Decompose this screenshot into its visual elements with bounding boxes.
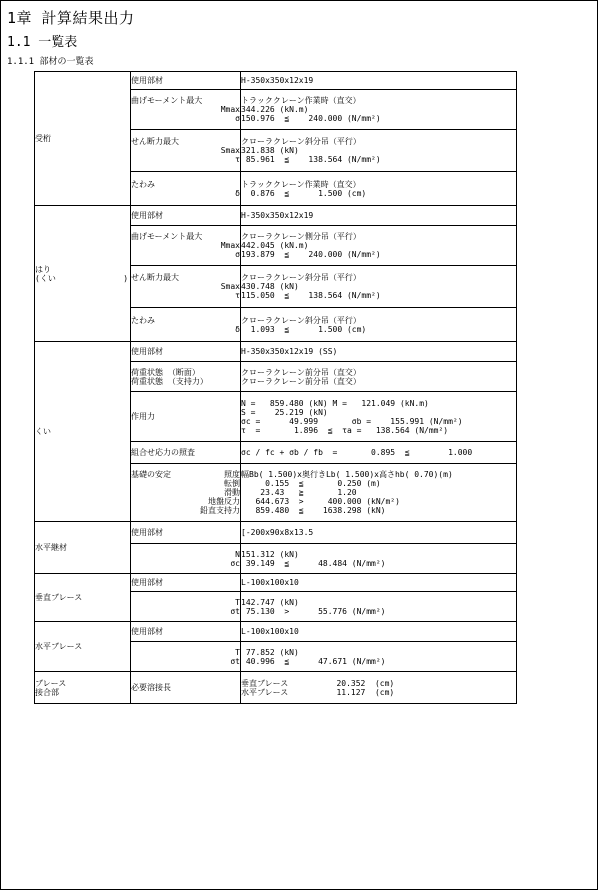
value-line: 150.976 ≦ 240.000 (N/mm²) bbox=[241, 114, 381, 123]
load-case: クローラクレーン斜分吊（平行） bbox=[241, 137, 361, 146]
sub-label: 照度 bbox=[224, 470, 240, 479]
row-label: 曲げモーメント最大 bbox=[131, 96, 203, 105]
symbol: σt bbox=[230, 606, 240, 616]
symbol: τ bbox=[235, 291, 240, 300]
value-line: τ = 1.896 ≦ τa = 138.564 (N/mm²) bbox=[241, 425, 449, 435]
value-line: 859.480 ≦ 1638.298 (kN) bbox=[241, 506, 386, 515]
table-row bbox=[35, 574, 517, 592]
load-case: トラッククレーン作業時（直交） bbox=[241, 179, 361, 189]
row-label: 曲げモーメント最大 bbox=[131, 232, 203, 241]
value-line: 151.312 (kN) bbox=[241, 549, 299, 559]
row-label: 使用部材 bbox=[131, 342, 241, 362]
load-case: クローラクレーン斜分吊（平行） bbox=[241, 315, 361, 325]
category-brace-joint-sub: 接合部 bbox=[35, 687, 59, 697]
subsection-title: 1.1.1 部材の一覧表 bbox=[7, 57, 94, 67]
row-label: たわみ bbox=[131, 315, 155, 325]
value-line: 23.43 ≧ 1.20 bbox=[241, 488, 357, 497]
row-label: 必要溶接長 bbox=[131, 672, 241, 704]
row-label: 基礎の安定 bbox=[131, 470, 171, 479]
value-line: 0.155 ≦ 0.250 (m) bbox=[241, 479, 381, 488]
value-line: 77.852 (kN) bbox=[241, 647, 299, 657]
value-line: 193.879 ≦ 240.000 (N/mm²) bbox=[241, 250, 381, 259]
member-value: H-350x350x12x19 (SS) bbox=[241, 342, 517, 362]
row-label: 使用部材 bbox=[131, 72, 241, 90]
value-line: 85.961 ≦ 138.564 (N/mm²) bbox=[241, 155, 381, 164]
section-title: 1.1 一覧表 bbox=[7, 35, 78, 50]
category-beam: はり bbox=[35, 264, 51, 274]
load-case: クローラクレーン前分吊（直交） bbox=[241, 376, 361, 386]
symbol: Smax bbox=[220, 282, 240, 291]
value-line: 430.748 (kN) bbox=[241, 282, 299, 291]
value-line: 442.045 (kN.m) bbox=[241, 241, 309, 250]
row-label: 組合せ応力の照査 bbox=[131, 442, 241, 464]
chapter-title: 1章 計算結果出力 bbox=[7, 9, 135, 27]
member-value: L-100x100x10 bbox=[241, 574, 517, 592]
row-label: 使用部材 bbox=[131, 622, 241, 642]
value-line: 644.673 > 400.000 (kN/m²) bbox=[241, 497, 400, 506]
member-value: H-350x350x12x19 bbox=[241, 72, 517, 90]
table-row bbox=[35, 206, 517, 226]
value-line: 344.226 (kN.m) bbox=[241, 105, 309, 114]
value-line: N = 859.480 (kN) M = 121.049 (kN.m) bbox=[241, 398, 429, 408]
value-line: 142.747 (kN) bbox=[241, 597, 299, 607]
value-line: σc = 49.999 σb = 155.991 (N/mm²) bbox=[241, 416, 463, 426]
sub-label: 転倒 bbox=[224, 479, 240, 488]
row-label: 荷重状態 （支持力） bbox=[131, 376, 208, 386]
value-line: 幅Bb( 1.500)x奥行きLb( 1.500)x高さhb( 0.70)(m) bbox=[241, 470, 453, 479]
category-girder: 受桁 bbox=[35, 72, 131, 206]
symbol: σc bbox=[230, 558, 240, 568]
category-brace-joint: ブレース bbox=[35, 678, 67, 688]
symbol: T bbox=[235, 647, 240, 657]
load-case: トラッククレーン作業時（直交） bbox=[241, 96, 361, 105]
symbol: Mmax bbox=[220, 241, 240, 250]
sub-label: 鉛直支持力 bbox=[200, 506, 240, 515]
symbol: τ bbox=[235, 155, 240, 164]
symbol: Smax bbox=[220, 146, 240, 155]
value-line: S = 25.219 (kN) bbox=[241, 407, 328, 417]
category-horizontal-brace: 水平ブレース bbox=[35, 622, 131, 672]
row-label: 作用力 bbox=[131, 392, 241, 442]
symbol: δ bbox=[235, 188, 240, 198]
symbol: σt bbox=[230, 656, 240, 666]
category-horizontal-tie: 水平継材 bbox=[35, 522, 131, 574]
symbol: δ bbox=[235, 324, 240, 334]
value-line: 水平ブレース 11.127 (cm) bbox=[241, 687, 395, 697]
value-line: 垂直ブレース 20.352 (cm) bbox=[241, 678, 395, 688]
value-line: 40.996 ≦ 47.671 (N/mm²) bbox=[241, 656, 386, 666]
value-line: 39.149 ≦ 48.484 (N/mm²) bbox=[241, 558, 386, 568]
category-pile: くい bbox=[35, 342, 131, 522]
value-line: σc / fc + σb / fb = 0.895 ≦ 1.000 bbox=[241, 448, 473, 457]
row-label: たわみ bbox=[131, 179, 155, 189]
member-value: H-350x350x12x19 bbox=[241, 206, 517, 226]
table-row bbox=[35, 522, 517, 544]
table-row bbox=[35, 622, 517, 642]
load-case: クローラクレーン斜分吊（平行） bbox=[241, 273, 361, 282]
value-line: 1.093 ≦ 1.500 (cm) bbox=[241, 324, 367, 334]
sub-label: 滑動 bbox=[224, 488, 240, 497]
table-row bbox=[35, 672, 517, 704]
value-line: 75.130 > 55.776 (N/mm²) bbox=[241, 606, 386, 616]
table-row bbox=[35, 72, 517, 90]
member-summary-table bbox=[34, 71, 517, 704]
category-beam-sub: (くい ) bbox=[35, 273, 129, 283]
value-line: 321.838 (kN) bbox=[241, 146, 299, 155]
value-line: 0.876 ≦ 1.500 (cm) bbox=[241, 188, 367, 198]
symbol: σ bbox=[235, 250, 240, 259]
row-label: 荷重状態 （断面） bbox=[131, 367, 200, 377]
load-case: クローラクレーン前分吊（直交） bbox=[241, 367, 361, 377]
row-label: せん断力最大 bbox=[131, 273, 179, 282]
row-label: 使用部材 bbox=[131, 522, 241, 544]
value-line: 115.050 ≦ 138.564 (N/mm²) bbox=[241, 291, 381, 300]
symbol: Mmax bbox=[220, 105, 240, 114]
member-value: [-200x90x8x13.5 bbox=[241, 522, 517, 544]
sub-label: 地盤反力 bbox=[208, 497, 240, 506]
symbol: σ bbox=[235, 114, 240, 123]
table-row bbox=[35, 342, 517, 362]
row-label: 使用部材 bbox=[131, 206, 241, 226]
symbol: N bbox=[235, 549, 240, 559]
category-vertical-brace: 垂直ブレース bbox=[35, 574, 131, 622]
member-value: L-100x100x10 bbox=[241, 622, 517, 642]
symbol: T bbox=[235, 597, 240, 607]
row-label: せん断力最大 bbox=[131, 137, 179, 146]
load-case: クローラクレーン側分吊（平行） bbox=[241, 232, 361, 241]
row-label: 使用部材 bbox=[131, 574, 241, 592]
